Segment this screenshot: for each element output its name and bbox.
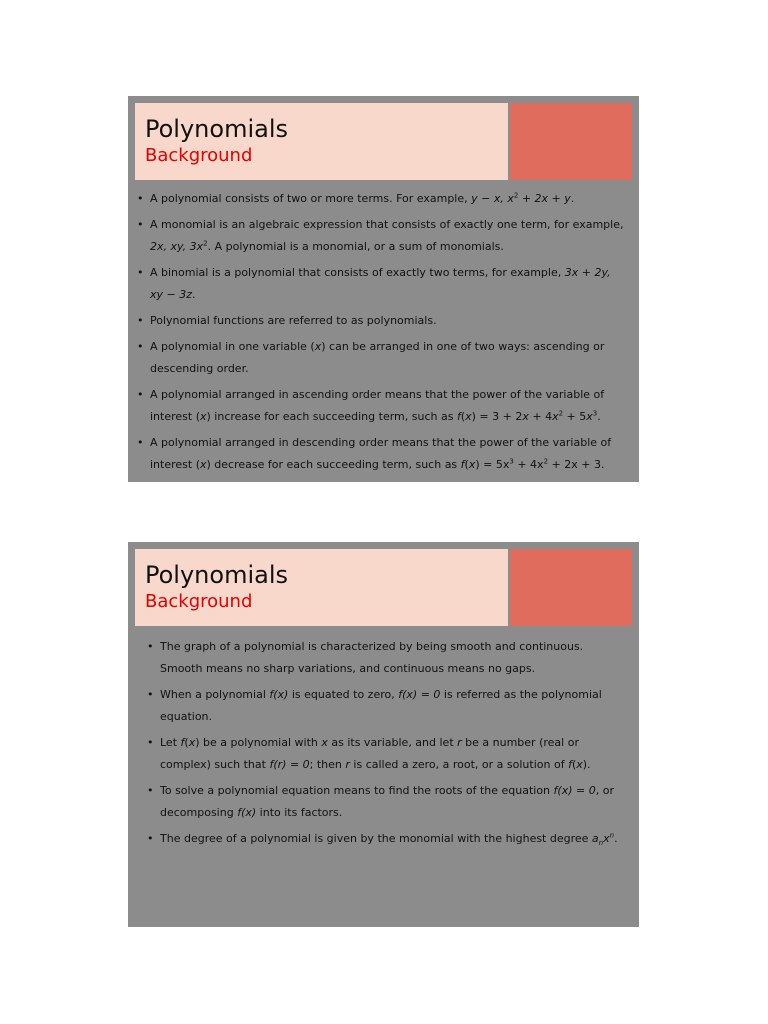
slide-subtitle: Background <box>145 145 253 166</box>
title-box <box>135 103 508 180</box>
slide-2 <box>128 542 639 927</box>
bullet-item: • A polynomial consists of two or more terms. For example, y − x, $x^2 + 2x + y$. <box>135 188 625 210</box>
bullet-item: • To solve a polynomial equation means to find the roots of the equation f(x) = 0, or decomposing f(x) into its factors. <box>145 780 625 824</box>
accent-block <box>510 549 632 626</box>
slide-1 <box>128 96 639 482</box>
bullet-item: • The graph of a polynomial is characterized by being smooth and continuous. Smooth means no sharp variations, and continuous means no gaps. <box>145 636 625 680</box>
bullet-item: • A polynomial arranged in descending order means that the power of the variable of interest (x) decrease for each succeeding term, such as $f(x) = 5x^3 + 4x^2 + 2x + 3$. <box>135 432 625 476</box>
slide-subtitle: Background <box>145 591 253 612</box>
slide-title: Polynomials <box>145 561 288 589</box>
bullet-item: • Polynomial functions are referred to as polynomials. <box>135 310 625 332</box>
title-box <box>135 549 508 626</box>
slide-title: Polynomials <box>145 115 288 143</box>
bullet-item: • A binomial is a polynomial that consists of exactly two terms, for example, 3x + 2y, xy − 3z. <box>135 262 625 306</box>
bullet-item: • A polynomial arranged in ascending order means that the power of the variable of interest (x) increase for each succeeding term, such as $f(x) = 3 + 2x + 4x^2 + 5x^3$. <box>135 384 625 428</box>
bullet-list <box>135 188 625 480</box>
bullet-item: • A monomial is an algebraic expression that consists of exactly one term, for example, 2x, xy, $3x^2$. A polynomial is a monomial, or a sum of monomials. <box>135 214 625 258</box>
bullet-list <box>145 636 625 854</box>
bullet-item: • Let f(x) be a polynomial with x as its variable, and let r be a number (real or complex) such that f(r) = 0; then r is called a zero, a root, or a solution of f(x). <box>145 732 625 776</box>
bullet-item: • A polynomial in one variable (x) can be arranged in one of two ways: ascending or descending order. <box>135 336 625 380</box>
bullet-item: • When a polynomial f(x) is equated to zero, f(x) = 0 is referred as the polynomial equation. <box>145 684 625 728</box>
bullet-item: • The degree of a polynomial is given by the monomial with the highest degree $a_nx^n$. <box>145 828 625 850</box>
accent-block <box>510 103 632 180</box>
